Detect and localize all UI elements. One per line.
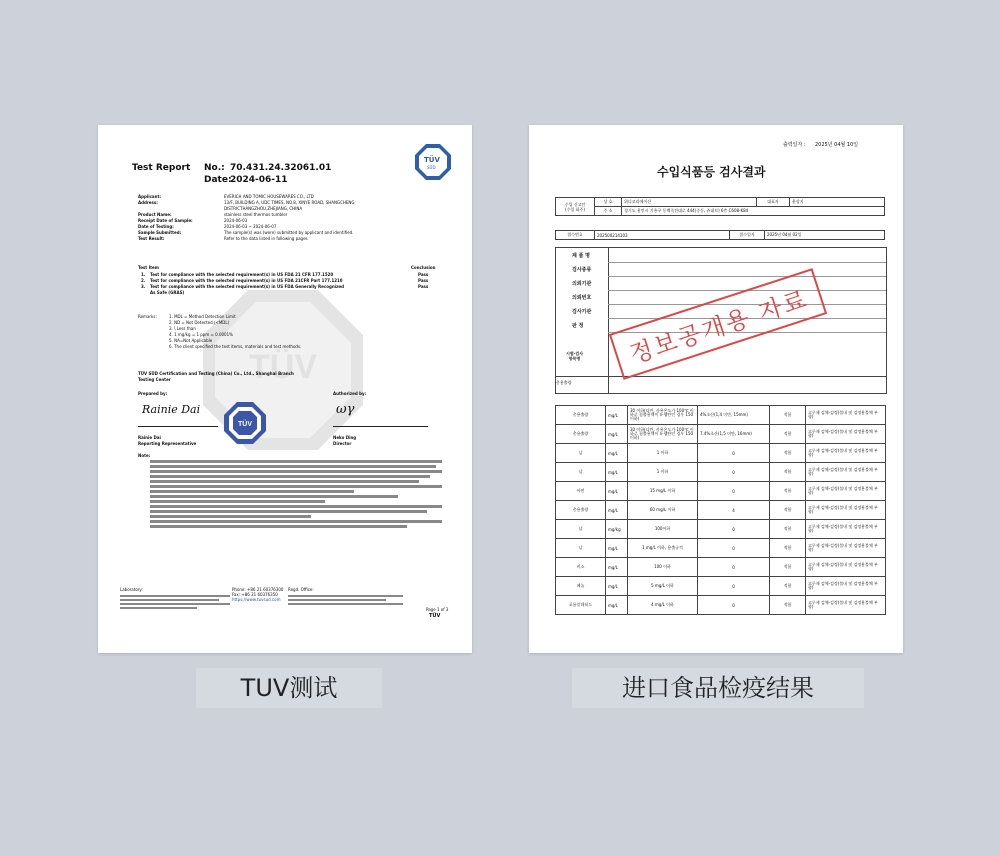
stamp-text: 정보공개용 자료 — [626, 284, 812, 369]
field-row — [138, 236, 448, 242]
person-right-role: Director — [333, 441, 352, 446]
result-val: 0 — [698, 444, 770, 463]
tuv-logo-text: TÜV — [424, 156, 440, 164]
result-unit: mg/L — [606, 539, 628, 558]
result-unit: mg/L — [606, 425, 628, 444]
result-unit: mg/L — [606, 596, 628, 615]
tuv-logo — [414, 143, 452, 181]
field-value: stainless steel thermos tumbler — [224, 212, 288, 217]
divider — [556, 376, 886, 377]
field-label: Applicant: — [138, 194, 161, 199]
field-value: The sample(s) was (were) submitted by applicant and identified. — [224, 230, 354, 235]
result-std: 1 이하 — [628, 463, 698, 482]
person-left-role: Reporting Representative — [138, 441, 197, 446]
test-num: 1. — [141, 272, 146, 277]
result-val: 0 — [698, 482, 770, 501]
document-title: 수입식품등 검사결과 — [657, 165, 766, 179]
result-remark: 고무제 검체-검정(불내 및 검정용불체 부향) — [806, 501, 886, 520]
field-label: Address: — [138, 200, 158, 205]
result-remark: 고무제 검체-검정(불내 및 검정용불체 부향) — [806, 406, 886, 425]
rep-label: 대표자 — [757, 198, 790, 207]
result-item: 납 — [556, 520, 606, 539]
result-std: 30 이하(다만, 사용온도가 100℃ 이하로 침출용액이 n-헵탄인 경우 150 이하) — [628, 406, 698, 425]
result-item: 납 — [556, 463, 606, 482]
kr-inspection-result-image — [529, 125, 903, 653]
result-row — [556, 463, 886, 482]
detail-label: 의뢰기관 — [572, 281, 592, 287]
result-std: 60 mg/L 이하 — [628, 501, 698, 520]
detail-label: 검사종류 — [572, 267, 592, 273]
result-std: 1 이하 — [628, 444, 698, 463]
tuv-test-report-image — [98, 125, 472, 653]
result-val: 4 — [698, 501, 770, 520]
footer-fax: Fax: +86 21 60376350 — [232, 592, 278, 597]
result-row — [556, 596, 886, 615]
authorized-by-label: Authorized by: — [333, 391, 367, 396]
svg-text:TÜV: TÜV — [249, 348, 317, 386]
result-std: 100 이하 — [628, 558, 698, 577]
field-value: 13/F, BUILDING A, UDC TIMES, NO.8, XINYE ROAD, SHANGCHENG — [224, 200, 355, 205]
test-result: Pass — [418, 284, 429, 289]
result-std: 100이하 — [628, 520, 698, 539]
rep-value: 윤상지 — [790, 198, 885, 207]
receipt-table — [555, 230, 885, 240]
result-row — [556, 444, 886, 463]
result-item: 납 — [556, 444, 606, 463]
svg-text:TÜV: TÜV — [238, 421, 252, 428]
addr-label: 주 소 — [595, 207, 622, 216]
person-left-name: Rainie Dai — [138, 435, 161, 440]
name-label: 상 호 — [595, 198, 622, 207]
field-value: DISTRICTHANGZHOU,ZHEJIANG, CHINA — [224, 206, 303, 211]
result-std: 1 mg/L 이하, 용출규격 — [628, 539, 698, 558]
result-row — [556, 539, 886, 558]
field-value: 2024-06-03 ~ 2024-06-07 — [224, 224, 277, 229]
report-date-value: 2024-06-11 — [230, 175, 288, 185]
result-val: 0 — [698, 558, 770, 577]
result-val: 7.4%초산(1,5 미만, 16mm) — [698, 425, 770, 444]
divider — [608, 276, 886, 277]
result-unit: mg/L — [606, 444, 628, 463]
result-res: 적합 — [770, 444, 806, 463]
result-remark: 고무제 검체-검정(불내 및 검정용불체 부향) — [806, 596, 886, 615]
page-number: Page 1 of 3 — [426, 607, 449, 612]
result-res: 적합 — [770, 558, 806, 577]
applicant-table — [555, 197, 885, 216]
detail-label: 검사기관 — [572, 309, 592, 315]
result-unit: mg/L — [606, 501, 628, 520]
test-text: Test for compliance with the selected requirement(s) in US FDA Generally Recognized — [150, 284, 344, 289]
remarks-label: Remarks: — [138, 314, 157, 319]
result-std: 30 이하(다만, 사용온도가 100℃ 이하로 침출용액이 n-헵탄인 경우 150 이하) — [628, 425, 698, 444]
field-label: Product Name: — [138, 212, 172, 217]
test-items-label: 시험·검사 항목명 — [566, 351, 583, 361]
tuv-stamp-icon — [223, 401, 267, 445]
result-unit: mg/L — [606, 558, 628, 577]
test-category-label: 총용출량 — [556, 380, 572, 385]
printed-date-label: 출력일자 : — [783, 142, 806, 148]
test-text: Test for compliance with the selected requirement(s) in US FDA 21 CFR 177.1520 — [150, 272, 334, 277]
note-label: Note: — [138, 453, 151, 458]
result-row — [556, 501, 886, 520]
result-row — [556, 406, 886, 425]
result-remark: 고무제 검체-검정(불내 및 검정용불체 부향) — [806, 520, 886, 539]
result-res: 적합 — [770, 520, 806, 539]
remark-text: 2. ND = Not Detected (<MDL) — [169, 320, 230, 325]
result-val: 0 — [698, 577, 770, 596]
remark-text: 6. The client specified the test items, materials and test methods. — [169, 344, 302, 349]
footer-phone: Phone: +86 21 60376300 — [232, 587, 284, 592]
field-label: Receipt Date of Sample: — [138, 218, 193, 223]
detail-label: 의뢰번호 — [572, 295, 592, 301]
footer-regd-text — [288, 593, 403, 607]
result-val: 0 — [698, 539, 770, 558]
result-std: 15 mg/L 이하 — [628, 482, 698, 501]
signature-left: Rainie Dai — [142, 403, 201, 416]
result-row — [556, 425, 886, 444]
result-remark: 고무제 검체-검정(불내 및 검정용불체 부향) — [806, 558, 886, 577]
receipt-date-value: 2025년 04월 02일 — [765, 231, 885, 240]
result-row — [556, 520, 886, 539]
result-item: 페놀 — [556, 577, 606, 596]
remark-text: 5. NA=Not Applicable — [169, 338, 213, 343]
remark-text: 4. 1 mg/kg = 1 ppm = 0.0001% — [169, 332, 233, 337]
signature-right: ωγ — [336, 402, 355, 417]
result-remark: 고무제 검체-검정(불내 및 검정용불체 부향) — [806, 425, 886, 444]
report-date-label: Date: — [204, 175, 232, 185]
caption-import-inspection: 进口食品检疫结果 — [572, 668, 864, 708]
result-val: 0 — [698, 463, 770, 482]
report-no-label: No.: — [204, 163, 225, 173]
result-unit: mg/L — [606, 482, 628, 501]
test-num: 3. — [141, 284, 146, 289]
detail-label: 판 정 — [572, 323, 584, 329]
report-no-value: 70.431.24.32061.01 — [230, 163, 332, 173]
remark-text: 3. \ Less than — [169, 326, 196, 331]
result-std: 5 mg/L 이하 — [628, 577, 698, 596]
result-res: 적합 — [770, 539, 806, 558]
result-unit: mg/L — [606, 463, 628, 482]
report-title: Test Report — [132, 163, 191, 173]
field-label: Sample Submitted: — [138, 230, 182, 235]
detail-labels — [556, 248, 609, 393]
field-value: Refer to the data listed in following pages — [224, 236, 308, 241]
person-right-name: Neko Ding — [333, 435, 357, 440]
receipt-no-value: 202500214103 — [595, 231, 730, 240]
signature-line-right — [333, 426, 428, 427]
result-row — [556, 482, 886, 501]
tests-list — [138, 272, 438, 296]
result-res: 적합 — [770, 482, 806, 501]
result-remark: 고무제 검체-검정(불내 및 검정용불체 부향) — [806, 482, 886, 501]
result-item: 총용출량 — [556, 425, 606, 444]
caption-tuv-test: TUV测试 — [196, 668, 382, 708]
result-unit: mg/kg — [606, 520, 628, 539]
footer-lab-text — [120, 593, 230, 611]
result-item: 포름알데히드 — [556, 596, 606, 615]
result-remark: 고무제 검체-검정(불내 및 검정용불체 부향) — [806, 444, 886, 463]
test-result: Pass — [418, 272, 429, 277]
report-fields — [138, 194, 448, 242]
result-val: 0 — [698, 596, 770, 615]
detail-label: 제 품 명 — [572, 253, 590, 259]
applicant-label: 수입 신고인 (수입 화주) — [556, 198, 595, 216]
prepared-by-label: Prepared by: — [138, 391, 168, 396]
field-value: EVERICH AND TOMIC HOUSEWARES CO., LTD — [224, 194, 314, 199]
result-item: 납 — [556, 539, 606, 558]
result-unit: mg/L — [606, 577, 628, 596]
test-num: 2. — [141, 278, 146, 283]
testing-center-sub: Testing Center — [138, 377, 171, 382]
footer-tuv-mark: TÜV — [429, 613, 441, 619]
addr-value: 경기도 용인시 기흥구 동백죽전대로 444(중동, 쥬네브) 6층 C608-K84 — [622, 207, 885, 216]
receipt-date-label: 접수일자 — [730, 231, 765, 240]
field-label: Date of Testing: — [138, 224, 174, 229]
result-res: 적합 — [770, 577, 806, 596]
test-row — [138, 290, 438, 296]
remark-text: 1. MDL = Method Detection Limit — [169, 314, 236, 319]
testing-center-name: TÜV SÜD Certification and Testing (China) Co., Ltd., Shanghai Branch — [138, 371, 294, 376]
result-val: 4%초산(1,4 미만, 15mm) — [698, 406, 770, 425]
result-remark: 고무제 검체-검정(불내 및 검정용불체 부향) — [806, 463, 886, 482]
result-row — [556, 577, 886, 596]
result-res: 적합 — [770, 501, 806, 520]
result-val: 0 — [698, 520, 770, 539]
result-res: 적합 — [770, 596, 806, 615]
result-item: 총용출량 — [556, 406, 606, 425]
footer-regd-label: Regd. Office: — [288, 587, 314, 592]
results-table — [555, 405, 886, 615]
fine-print-block — [150, 458, 442, 530]
result-item: 총용출량 — [556, 501, 606, 520]
result-item: 아연 — [556, 482, 606, 501]
test-result: Pass — [418, 278, 429, 283]
name-value: 위디코리에이션 — [622, 198, 757, 207]
result-res: 적합 — [770, 406, 806, 425]
signature-line-left — [138, 426, 218, 427]
result-remark: 고무제 검체-검정(불내 및 검정용불체 부향) — [806, 539, 886, 558]
result-row — [556, 558, 886, 577]
result-item: 비소 — [556, 558, 606, 577]
result-res: 적합 — [770, 425, 806, 444]
footer-lab-label: Laboratory: — [120, 587, 143, 592]
receipt-no-label: 접수번호 — [556, 231, 595, 240]
conclusion-header: Conclusion — [411, 265, 436, 270]
test-text: Test for compliance with the selected requirement(s) in US FDA 21CFR Part 177.1210 — [150, 278, 343, 283]
result-res: 적합 — [770, 463, 806, 482]
result-unit: mg/L — [606, 406, 628, 425]
result-remark: 고무제 검체-검정(불내 및 검정용불체 부향) — [806, 577, 886, 596]
test-item-header: Test Item — [138, 265, 159, 270]
printed-date-value: 2025년 04월 10일 — [815, 142, 859, 148]
result-std: 4 mg/L 이하 — [628, 596, 698, 615]
field-label: Test Result: — [138, 236, 165, 241]
test-text: As Safe (GRAS) — [150, 290, 185, 295]
footer-web-link[interactable]: https://www.tuvsud.com — [232, 597, 281, 602]
tuv-logo-sub: SÜD — [427, 165, 436, 170]
divider — [608, 262, 886, 263]
field-value: 2024-06-03 — [224, 218, 248, 223]
